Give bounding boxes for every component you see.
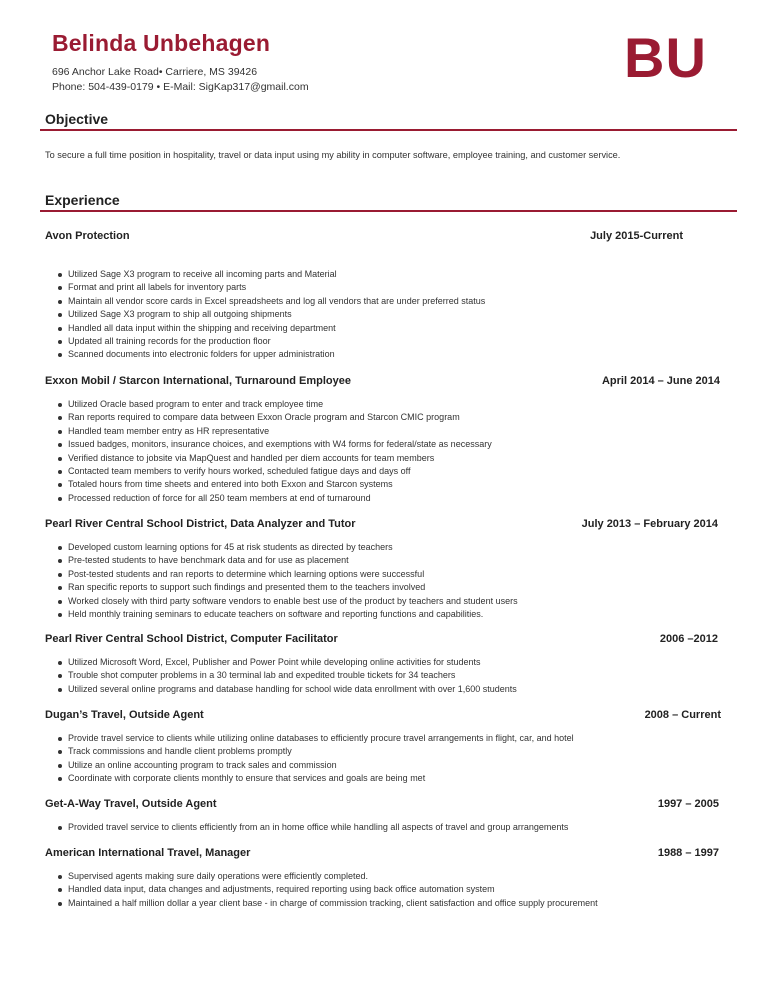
job-date: 2008 – Current <box>644 709 721 721</box>
objective-rule <box>40 129 737 131</box>
experience-heading: Experience <box>45 192 120 208</box>
list-item: Format and print all labels for inventory parts <box>58 281 738 294</box>
job-entry <box>45 375 720 503</box>
job-entry <box>45 709 721 784</box>
objective-text: To secure a full time position in hospitality, travel or data input using my ability in computer software, employee training, and customer service. <box>45 150 621 160</box>
job-bullets <box>58 268 738 362</box>
list-item: Track commissions and handle client problems promptly <box>58 745 738 758</box>
list-item: Utilized several online programs and database handling for school wide data enrollment with over 1,600 students <box>58 683 738 696</box>
objective-heading: Objective <box>45 111 109 127</box>
list-item: Supervised agents making sure daily operations were efficiently completed. <box>58 870 738 883</box>
list-item: Utilized Sage X3 program to ship all outgoing shipments <box>58 308 738 321</box>
job-bullets <box>58 870 738 910</box>
job-bullets <box>58 821 738 834</box>
list-item: Scanned documents into electronic folders for upper administration <box>58 348 738 361</box>
list-item: Handled all data input within the shipping and receiving department <box>58 322 738 335</box>
monogram: BU <box>624 26 707 89</box>
list-item: Maintain all vendor score cards in Excel spreadsheets and log all vendors that are under preferred status <box>58 295 738 308</box>
job-title: Pearl River Central School District, Data Analyzer and Tutor <box>45 518 356 530</box>
list-item: Totaled hours from time sheets and entered into both Exxon and Starcon systems <box>58 478 738 491</box>
job-bullets <box>58 541 738 621</box>
job-bullets <box>58 656 738 696</box>
job-title: Avon Protection <box>45 230 130 242</box>
list-item: Handled team member entry as HR representative <box>58 425 738 438</box>
phone-email-line: Phone: 504-439-0179 • E-Mail: SigKap317@gmail.com <box>52 81 309 93</box>
list-item: Utilized Oracle based program to enter and track employee time <box>58 398 738 411</box>
job-date: July 2015-Current <box>590 230 683 242</box>
job-entry <box>45 798 720 832</box>
job-date: 1997 – 2005 <box>657 798 719 810</box>
list-item: Utilize an online accounting program to track sales and commission <box>58 759 738 772</box>
list-item: Utilized Sage X3 program to receive all incoming parts and Material <box>58 268 738 281</box>
job-entry <box>45 847 720 908</box>
list-item: Handled data input, data changes and adjustments, required reporting using back office automation system <box>58 883 738 896</box>
applicant-name: Belinda Unbehagen <box>52 30 271 56</box>
list-item: Held monthly training seminars to educate teachers on software and reporting functions and capabilities. <box>58 608 738 621</box>
list-item: Provide travel service to clients while utilizing online databases to efficiently procure travel arrangements in flight, car, and hotel <box>58 732 738 745</box>
job-title: American International Travel, Manager <box>45 847 251 859</box>
list-item: Ran reports required to compare data between Exxon Oracle program and Starcon CMIC program <box>58 411 738 424</box>
job-date: July 2013 – February 2014 <box>581 518 718 530</box>
list-item: Maintained a half million dollar a year client base - in charge of commission tracking, client satisfaction and office supply procurement <box>58 897 738 910</box>
list-item: Developed custom learning options for 45 at risk students as directed by teachers <box>58 541 738 554</box>
list-item: Trouble shot computer problems in a 30 terminal lab and expedited trouble tickets for 34 teachers <box>58 669 738 682</box>
job-title: Get-A-Way Travel, Outside Agent <box>45 798 217 810</box>
list-item: Coordinate with corporate clients monthly to ensure that services and goals are being met <box>58 772 738 785</box>
list-item: Processed reduction of force for all 250 team members at end of turnaround <box>58 492 738 505</box>
job-bullets <box>58 398 738 505</box>
list-item: Updated all training records for the production floor <box>58 335 738 348</box>
job-date: 1988 – 1997 <box>657 847 719 859</box>
list-item: Worked closely with third party software vendors to enable best use of the product by teachers and student users <box>58 595 738 608</box>
list-item: Utilized Microsoft Word, Excel, Publisher and Power Point while developing online activities for students <box>58 656 738 669</box>
job-entry <box>45 518 720 620</box>
address-line: 696 Anchor Lake Road• Carriere, MS 39426 <box>52 66 258 78</box>
list-item: Verified distance to jobsite via MapQuest and handled per diem accounts for team members <box>58 452 738 465</box>
job-entry <box>45 633 720 694</box>
job-date: April 2014 – June 2014 <box>601 375 720 387</box>
list-item: Post-tested students and ran reports to determine which learning options were successful <box>58 568 738 581</box>
list-item: Pre-tested students to have benchmark data and for use as placement <box>58 554 738 567</box>
job-bullets <box>58 732 738 786</box>
job-title: Pearl River Central School District, Computer Facilitator <box>45 633 338 645</box>
job-title: Exxon Mobil / Starcon International, Turnaround Employee <box>45 375 351 387</box>
experience-rule <box>40 210 737 212</box>
list-item: Issued badges, monitors, insurance choices, and exemptions with W4 forms for federal/state as necessary <box>58 438 738 451</box>
list-item: Contacted team members to verify hours worked, scheduled fatigue days and days off <box>58 465 738 478</box>
list-item: Provided travel service to clients efficiently from an in home office while handling all aspects of travel and group arrangements <box>58 821 738 834</box>
job-date: 2006 –2012 <box>659 633 718 645</box>
job-entry <box>45 230 720 360</box>
list-item: Ran specific reports to support such findings and presented them to the teachers involved <box>58 581 738 594</box>
job-title: Dugan’s Travel, Outside Agent <box>45 709 204 721</box>
